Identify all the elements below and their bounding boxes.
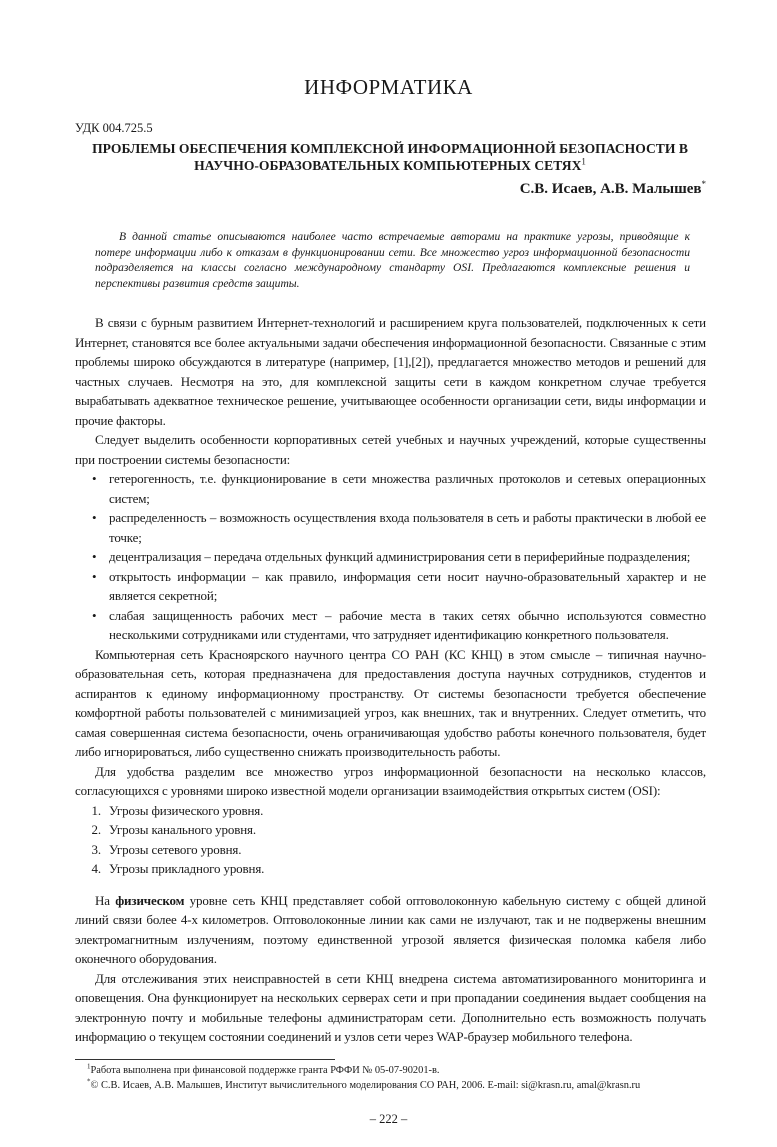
list-number: 1. [91,802,101,818]
footnote-text: © С.В. Исаев, А.В. Малышев, Институт вычислительного моделирования СО РАН, 2006. E-mail: si@krasn.ru, amal@krasn.ru [90,1079,641,1091]
list-item [75,859,706,879]
bullet-icon: • [92,607,97,623]
paragraph [75,891,706,969]
authors [75,180,706,199]
journal-section-title: ИНФОРМАТИКА [304,75,473,99]
paragraph: В связи с бурным развитием Интернет-технологий и расширением круга пользователей, подключенных к сети Интернет, становятся все более актуальными задачи обеспечения информационной безопасности. Связанные с этим проблемы широко обсуждаются в литературе (например, [1],[2]), предлагается множество методов и решений для частных случаев. Несмотря на это, для комплексной защиты сети в каждом конкретном случае требуется вырабатывать адекватное техническое решение, учитывающее особенности организации сети, виды информации и прочие факторы. [75,315,706,428]
title-footnote-mark: 1 [581,156,586,167]
udk-code: УДК 004.725.5 [75,121,153,135]
text: уровне сеть КНЦ представляет собой оптоволоконную кабельную систему с общей длиной линий связи более 4-х километров. Оптоволоконные линии как сами не излучают, так и не подвержены внешним электромагнитным излучениям, поэтому единственной угрозой является физическая поломка кабеля либо оконечного оборудования. [75,892,706,967]
paragraph: Компьютерная сеть Красноярского научного центра СО РАН (КС КНЦ) в этом смысле – типичная научно-образовательная сеть, которая предназначена для предоставления доступа научных сотрудников, студентов и аспирантов к единому информационному пространству. От системы безопасности требуется обеспечение комфортной работы пользователей с минимизацией угроз, как внешних, так и внутренних. Следует отметить, что самая совершенная система безопасности, очень ограничивающая удобство работы конечного пользователя, будет либо игнорироваться, либо существенно снижать производительность работы. [75,646,706,760]
threat-levels-list [75,801,706,879]
list-item-text: гетерогенность, т.е. функционирование в сети множества различных протоколов и сетевых операционных систем; [109,471,706,506]
list-item [75,567,706,606]
paragraph: Для отслеживания этих неисправностей в сети КНЦ внедрена система автоматизированного мониторинга и оповещения. Она функционирует на нескольких серверах сети и при пропадании соединения выдает сообщения на электронную почту и мобильные телефоны администраторам сети. Дополнительно есть возможность получать информацию о текущем состоянии соединений и узлов сети через WAP-браузер мобильного телефона. [75,970,706,1045]
authors-footnote-mark: * [701,179,706,189]
list-item [75,606,706,645]
features-list [75,469,706,645]
footnote-mark: 1 [87,1062,91,1071]
list-item-text: Угрозы прикладного уровня. [109,861,265,877]
list-item-text: Угрозы сетевого уровня. [109,841,242,857]
article-title [60,140,720,174]
list-number: 2. [91,822,101,838]
footnote [75,1078,706,1093]
list-item [75,820,706,840]
list-item-text: децентрализация – передача отдельных функций администрирования сети в периферийные подразделения; [109,549,691,565]
paragraph: Для удобства разделим все множество угроз информационной безопасности на несколько классов, согласующихся с уровнями широко известной модели организации взаимодействия открытых систем (OSI): [75,763,706,799]
list-item [75,508,706,547]
footnotes [75,1063,706,1093]
paragraph: Следует выделить особенности корпоративных сетей учебных и научных учреждений, которые существенны при построении системы безопасности: [75,432,706,467]
text: На [95,892,116,908]
list-item [75,840,706,860]
list-item [75,547,706,567]
authors-text: С.В. Исаев, А.В. Малышев [519,181,702,197]
list-number: 3. [91,841,101,857]
bullet-icon: • [92,510,97,526]
list-item-text: слабая защищенность рабочих мест – рабочие места в таких сетях обычно используются совместно несколькими сотрудниками или студентами, что затрудняет идентификацию конкретного пользователя. [109,607,706,643]
article-body [75,313,706,1047]
list-item-text: Угрозы физического уровня. [109,802,264,818]
page-number: – 222 – [369,1111,408,1126]
footnote-mark: * [87,1077,91,1086]
list-item-text: распределенность – возможность осуществления входа пользователя в сеть и работы практически в любой ее точке; [109,510,706,545]
footnote [75,1063,706,1078]
emphasis: физическом [115,892,185,908]
bullet-icon: • [92,549,97,565]
footnote-text: Работа выполнена при финансовой поддержке гранта РФФИ № 05-07-90201-в. [90,1064,440,1076]
footnote-divider [75,1059,335,1060]
list-item [75,801,706,821]
list-item-text: открытость информации – как правило, информация сети носит научно-образовательный характер и не является секретной; [109,568,706,604]
article-title-text: ПРОБЛЕМЫ ОБЕСПЕЧЕНИЯ КОМПЛЕКСНОЙ ИНФОРМАЦИОННОЙ БЕЗОПАСНОСТИ В НАУЧНО-ОБРАЗОВАТЕЛЬНЫХ КОМПЬЮТЕРНЫХ СЕТЯХ [92,141,688,173]
list-item-text: Угрозы канального уровня. [109,822,256,838]
list-item [75,469,706,508]
abstract: В данной статье описываются наиболее часто встречаемые авторами на практике угрозы, приводящие к потере информации либо к отказам в функционировании сети. Все множество угроз информационной безопасности подразделяется на классы согласно международному стандарту OSI. Предлагаются комплексные решения и перспективы развития средств защиты. [95,230,690,290]
list-number: 4. [91,861,101,877]
bullet-icon: • [92,568,97,584]
bullet-icon: • [92,471,97,487]
